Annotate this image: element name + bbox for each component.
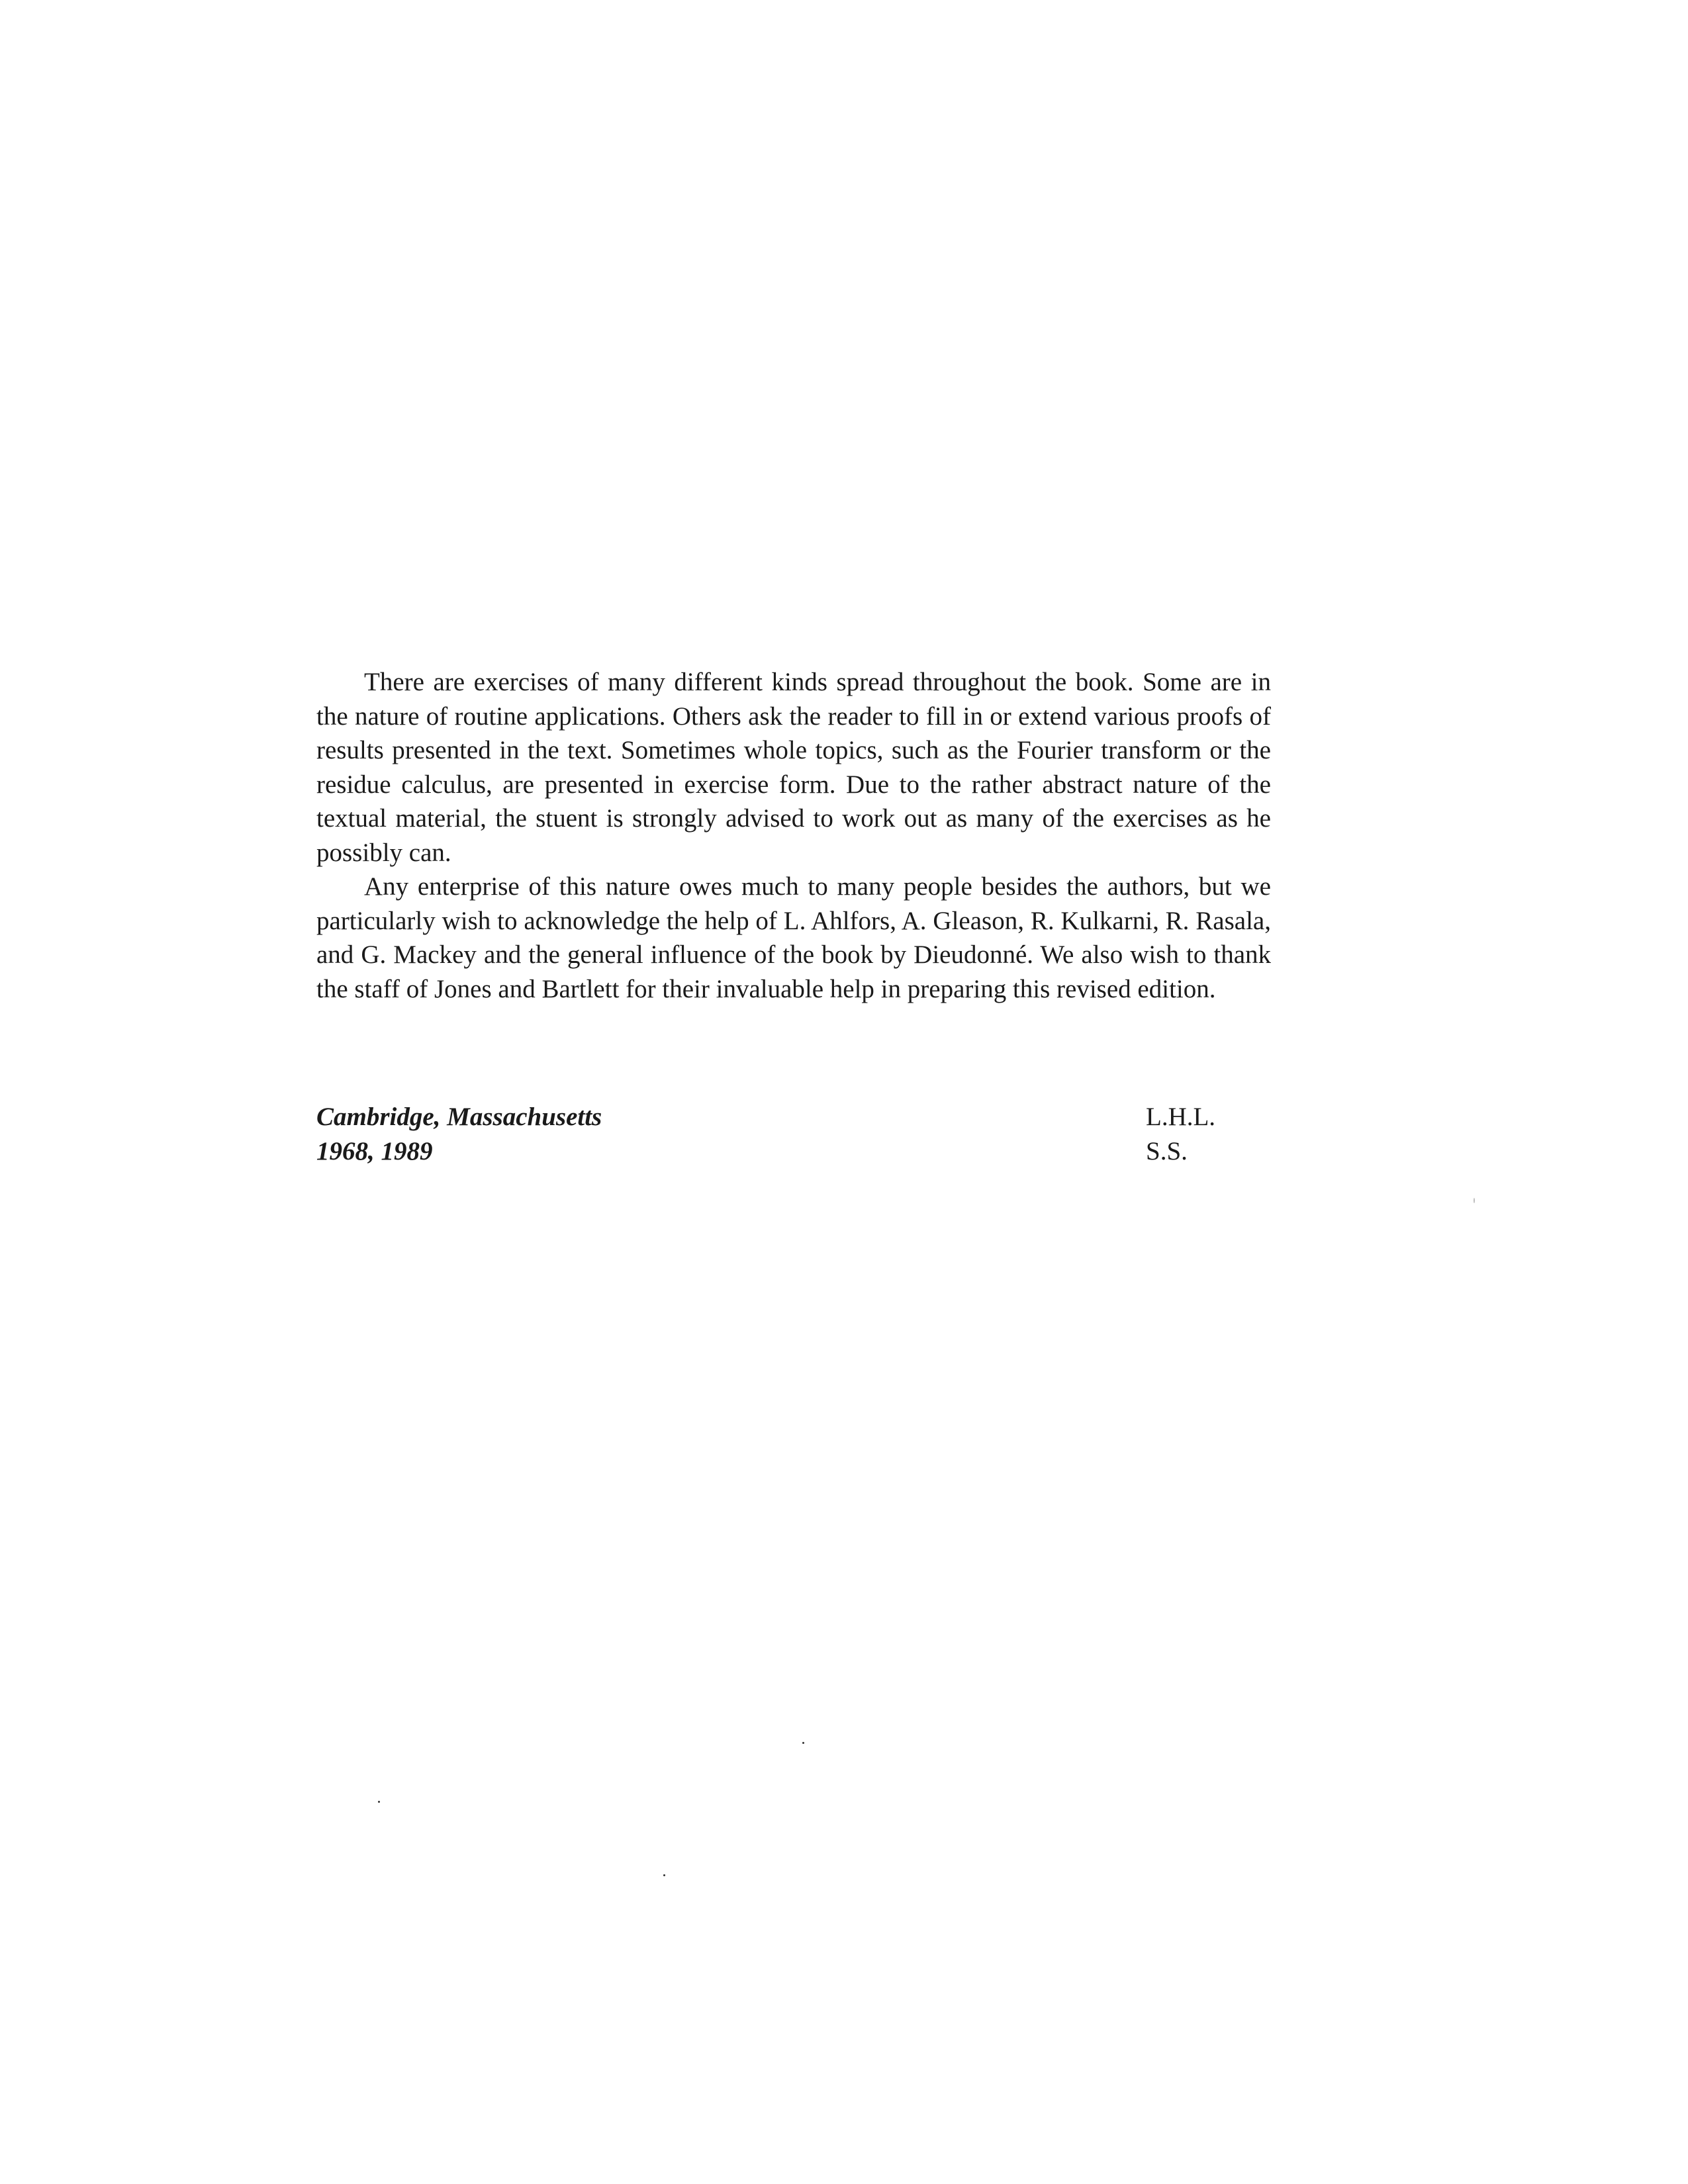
- years: 1968, 1989: [316, 1136, 433, 1165]
- scan-speck: [1474, 1198, 1475, 1203]
- place-and-date: [316, 1100, 602, 1168]
- scan-speck: [663, 1874, 665, 1876]
- preface-text: [316, 665, 1271, 1006]
- scan-speck: [802, 1742, 804, 1744]
- author-initials: [1146, 1100, 1215, 1168]
- place: Cambridge, Massachusetts: [316, 1103, 602, 1131]
- scan-speck: [378, 1801, 380, 1803]
- paragraph-acknowledgements: Any enterprise of this nature owes much to many people besides the authors, but we particularly wish to acknowledge the help of L. Ahlfors, A. Gleason, R. Kulkarni, R. Rasala, and G. Mackey and the general influence of the book by Dieudonné. We also wish to thank the staff of Jones and Bartlett for their invaluable help in preparing this revised edition.: [316, 872, 1271, 1003]
- signature-block: [316, 1100, 1271, 1173]
- initials-second-author: S.S.: [1146, 1136, 1188, 1165]
- paragraph-exercises: There are exercises of many different kinds spread throughout the book. Some are in the nature of routine applications. Others ask the reader to fill in or extend various proofs of results presented in the text. Sometimes whole topics, such as the Fourier transform or the residue calculus, are presented in exercise form. Due to the rather abstract nature of the textual material, the stuent is strongly advised to work out as many of the exercises as he possibly can.: [316, 668, 1271, 867]
- initials-first-author: L.H.L.: [1146, 1103, 1216, 1131]
